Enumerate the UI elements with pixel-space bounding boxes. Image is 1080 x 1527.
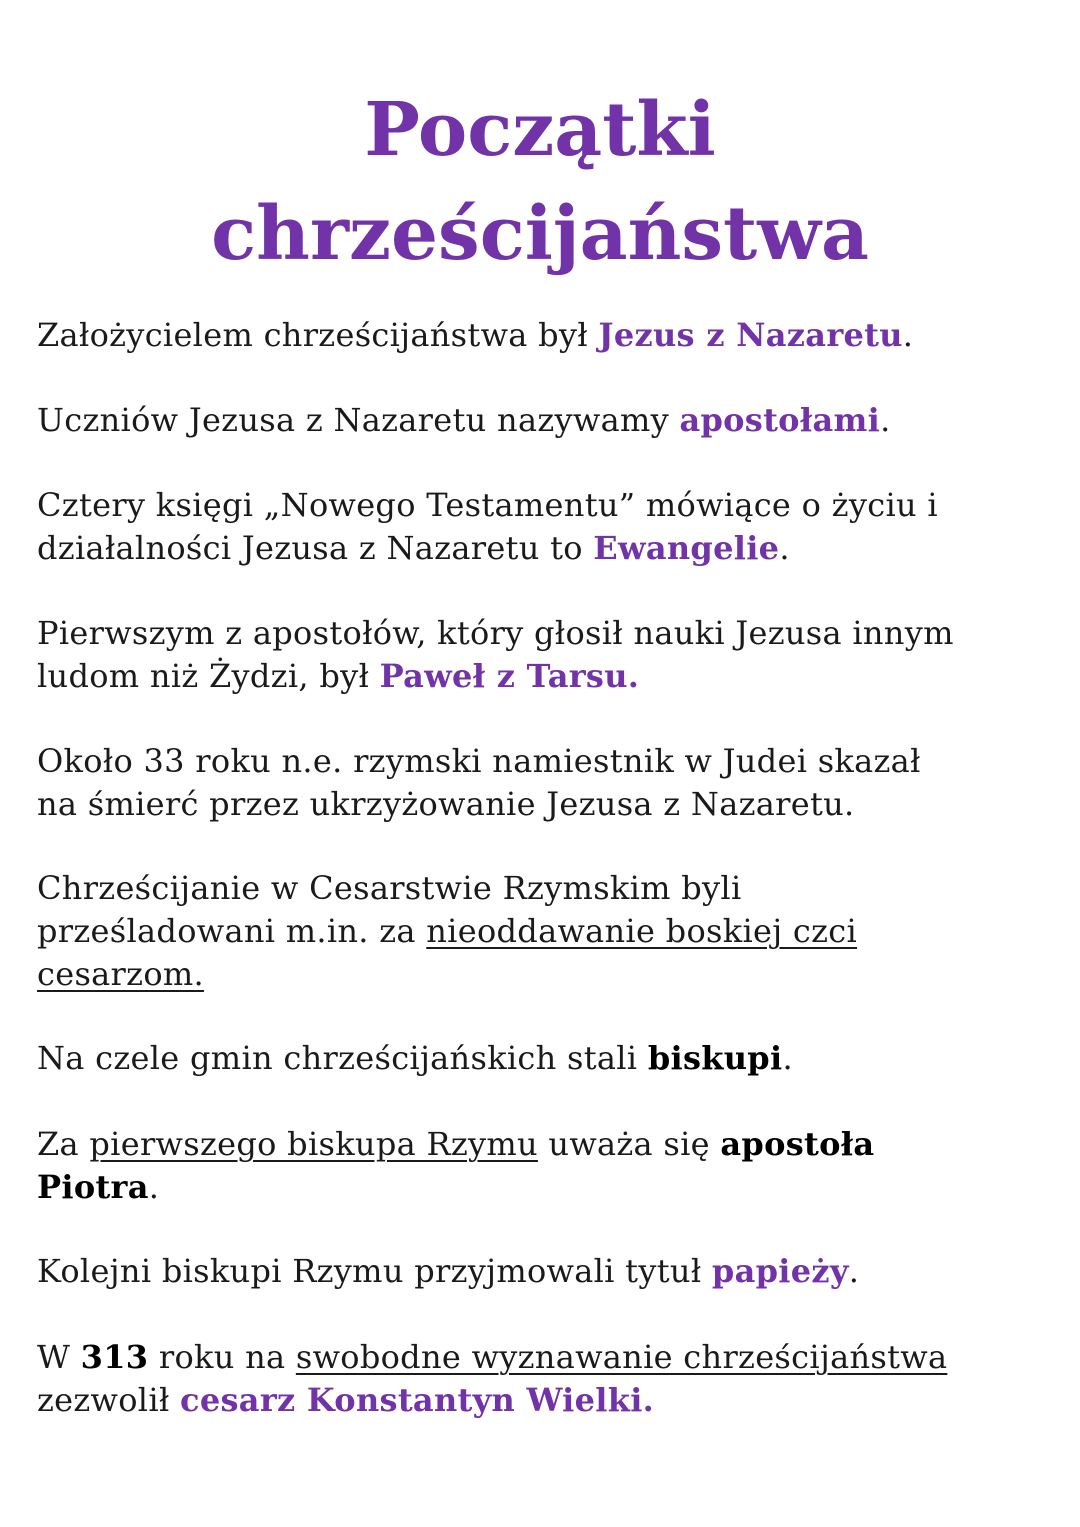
paragraph-persecution: Chrześcijanie w Cesarstwie Rzymskim byli prześladowani m.in. za nieoddawanie boskiej czci cesarzom.	[37, 869, 858, 993]
bold-apostola: apostoła	[720, 1125, 875, 1163]
highlight-pawel: Paweł z Tarsu.	[379, 657, 640, 695]
underline-nieoddawanie: nieoddawanie boskiej czci	[426, 912, 858, 950]
highlight-ewangelie: Ewangelie	[593, 529, 780, 567]
highlight-papiezy: papieży	[711, 1252, 849, 1290]
title-line-1: Początki	[364, 87, 716, 173]
bold-biskupi: biskupi	[647, 1039, 783, 1077]
paragraph-apostles: Uczniów Jezusa z Nazaretu nazywamy apostołami.	[37, 401, 891, 439]
underline-cesarzom: cesarzom.	[37, 955, 204, 993]
bold-piotra: Piotra	[37, 1168, 149, 1206]
paragraph-paul: Pierwszym z apostołów, który głosił nauki Jezusa innym ludom niż Żydzi, był Paweł z Tarsu.	[37, 614, 954, 695]
bold-313: 313	[80, 1338, 149, 1376]
paragraph-gospels: Cztery księgi „Nowego Testamentu” mówiące o życiu i działalności Jezusa z Nazaretu to Ewangelie.	[37, 486, 938, 567]
underline-swobodne: swobodne wyznawanie chrześcijaństwa	[295, 1338, 948, 1376]
underline-pierwszego-biskupa: pierwszego biskupa Rzymu	[89, 1125, 538, 1163]
highlight-konstantyn: cesarz Konstantyn Wielki.	[180, 1381, 655, 1419]
paragraph-bishops: Na czele gmin chrześcijańskich stali biskupi.	[37, 1039, 793, 1077]
paragraph-popes: Kolejni biskupi Rzymu przyjmowali tytuł papieży.	[37, 1252, 860, 1290]
title-line-2: chrześcijaństwa	[211, 191, 869, 277]
highlight-jezus: Jezus z Nazaretu	[598, 316, 903, 354]
highlight-apostolami: apostołami	[679, 401, 881, 439]
paragraph-crucifixion: Około 33 roku n.e. rzymski namiestnik w Judei skazał na śmierć przez ukrzyżowanie Jezusa z Nazaretu.	[37, 742, 921, 823]
paragraph-peter: Za pierwszego biskupa Rzymu uważa się apostoła Piotra.	[37, 1125, 875, 1206]
page-title	[0, 78, 1080, 286]
paragraph-constantine: W 313 roku na swobodne wyznawanie chrześcijaństwa zezwolił cesarz Konstantyn Wielki.	[37, 1338, 948, 1419]
paragraph-founder: Założycielem chrześcijaństwa był Jezus z Nazaretu.	[37, 316, 914, 354]
